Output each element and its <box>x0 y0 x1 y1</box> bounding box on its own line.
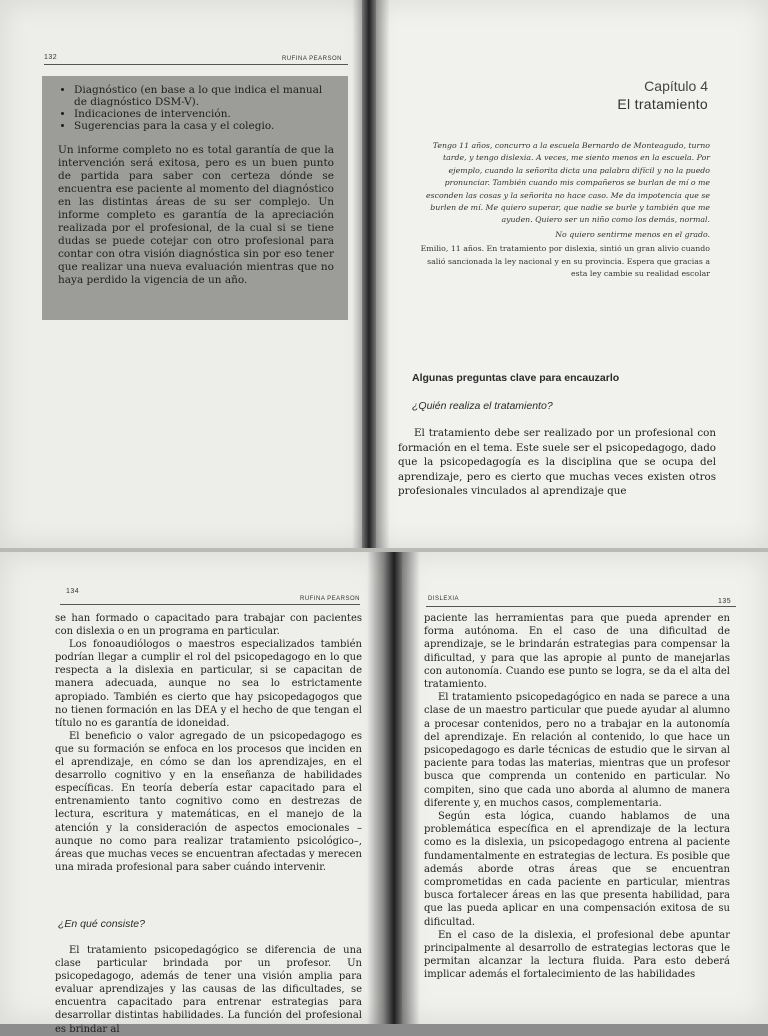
list-item: • Diagnóstico (en base a lo que indica el manual de diagnóstico DSM-V). <box>74 84 338 108</box>
chapter-title: El tratamiento <box>617 96 708 112</box>
page-134 <box>0 552 385 1035</box>
page-number: 134 <box>66 588 80 595</box>
body-text <box>424 612 730 982</box>
body-paragraph: se han formado o capacitado para trabajar con pacientes con dislexia o en un programa en particular. <box>55 613 362 638</box>
page-135 <box>402 552 768 1024</box>
epigraph-quote-2: No quiero sentirme menos en el grado. <box>555 229 710 239</box>
epigraph <box>420 140 710 280</box>
list-item: • Sugerencias para la casa y el colegio. <box>74 120 338 132</box>
body-paragraph: Según esta lógica, cuando hablamos de una problemática específica en el aprendizaje de la lectura como es la dislexia, un psicopedagogo entrena al paciente fundamentalmente en estrategias de lectura. Es posible que además aborde otras áreas que se encuentran comprometidas en cada paciente en particular, mientras busca fortalecer áreas en las que presenta habilidad, para que las pueda aplicar en una compensación exitosa de su dificultad. <box>424 811 730 928</box>
body-paragraph: El tratamiento psicopedagógico en nada se parece a una clase de un maestro particular que puede ayudar al alumno a procesar contenidos, pero no a trabajar en la autonomía del aprendizaje. En relación al contenido, lo que hace un psicopedagogo es darle técnicas de estudio que le sirvan al paciente para todas las materias, mientras que un profesor busca que comprenda un contenido en particular. No compiten, sino que cada uno aborda al alumno de manera diferente y, en muchos casos, complementaria. <box>424 692 730 809</box>
header-rule <box>60 604 360 605</box>
book-spine <box>362 0 376 548</box>
section-heading: Algunas preguntas clave para encauzarlo <box>412 372 620 384</box>
running-head: RUFINA PEARSON <box>282 56 343 62</box>
list-item: • Indicaciones de intervención. <box>74 108 338 120</box>
bullet-list <box>42 76 348 132</box>
page-132 <box>0 0 370 548</box>
running-head: DISLEXIA <box>428 596 460 602</box>
epigraph-attribution: Emilio, 11 años. En tratamiento por dislexia, sintió un gran alivio cuando salió sancionada la ley nacional y en su provincia. Espera que gracias a esta ley cambie su realidad escolar <box>420 244 710 279</box>
body-paragraph: En el caso de la dislexia, el profesional debe apuntar principalmente al desarrollo de estrategias lectoras que le permitan alcanzar la lectura fluida. Para esto deberá implicar además el fortalecimiento de las habilidades <box>424 929 730 981</box>
shaded-box <box>42 76 348 320</box>
body-paragraph: El beneficio o valor agregado de un psicopedagogo es que su formación se enfoca en los procesos que inciden en el aprendizaje, en cómo se dan los aprendizajes, en el desarrollo cognitivo y en la enseñanza de habilidades específicas. En teoría debería estar capacitado para el entrenamiento tanto cognitivo como en destrezas de lectura, escritura y matemáticas, en el manejo de la atención y la consideración de aspectos emocionales –aunque no como para realizar tratamiento psicológico–, áreas que muchas veces se encuentran afectadas y merecen una mirada profesional para saber cuándo intervenir. <box>55 730 362 873</box>
page-number: 132 <box>44 54 58 61</box>
epigraph-quote: Tengo 11 años, concurro a la escuela Bernardo de Monteagudo, turno tarde, y tengo dislexia. A veces, me siento menos en la escuela. Por ejemplo, cuando la señorita dicta una palabra difícil y no la puedo pronunciar. También cuando mis compañeros se burlan de mí o me esconden las cosas y la señorita no hace caso. Me da impotencia que se burlen de mí. Me quiero superar, que nadie se burle y también que me ayuden. Quiero ser un niño como los demás, normal. <box>425 141 710 225</box>
page-number: 135 <box>718 598 732 605</box>
chapter-number: Capítulo 4 <box>644 78 708 94</box>
header-rule <box>426 606 736 607</box>
body-paragraph: El tratamiento psicopedagógico se diferencia de una clase particular brindada por un profesor. Un psicopedagogo, además de tener una visión amplia para evaluar aprendizajes y las causas de las dificultades, se encuentra capacitado para entrenar estrategias para desarrollar distintas habilidades. La función del profesional es brindar al <box>55 945 362 1035</box>
running-head: RUFINA PEARSON <box>300 596 361 602</box>
subsection-heading: ¿Quién realiza el tratamiento? <box>412 400 553 412</box>
page-133 <box>372 0 768 548</box>
box-paragraph: Un informe completo no es total garantía de que la intervención será exitosa, pero es un buen punto de partida para saber con certeza dónde se encuentra ese paciente al momento del diagnóstico en las distintas áreas de su ser complejo. Un informe completo es garantía de la apreciación realizada por el profesional, de la cual si se tiene dudas se puede cotejar con otro profesional para contar con otra visión diagnóstica sin por eso tener que realizar una nueva evaluación mientras que no haya perdido la vigencia de un año. <box>58 144 334 286</box>
body-paragraph: Los fonoaudiólogos o maestros especializados también podrían llegar a cumplir el rol del psicopedagogo en lo que respecta a la dislexia en particular, si se capacitan de manera adecuada, aunque no sea lo estrictamente apropiado. También es cierto que hay psicopedagogos que no tienen formación en las DEA y el hecho de que tengan el título no es garantía de idoneidad. <box>55 639 362 729</box>
subsection-heading: ¿En qué consiste? <box>58 918 145 930</box>
body-paragraph: paciente las herramientas para que pueda aprender en forma autónoma. En el caso de una dificultad de aprendizaje, se le brindarán estrategias para compensar la dificultad, y para que las apropie al punto de manejarlas con autonomía. Cuando ese punto se logra, se da el alta del tratamiento. <box>424 613 730 691</box>
body-text <box>55 612 362 874</box>
header-rule <box>44 64 348 65</box>
body-paragraph: El tratamiento debe ser realizado por un profesional con formación en el tema. Este suele ser el psicopedagogo, dado que la psicopedagogía es la disciplina que se ocupa del aprendizaje, pero es cierto que muchas veces existen otros profesionales vinculados al aprendizaje que <box>398 427 716 497</box>
gutter-shadow <box>402 552 420 1024</box>
